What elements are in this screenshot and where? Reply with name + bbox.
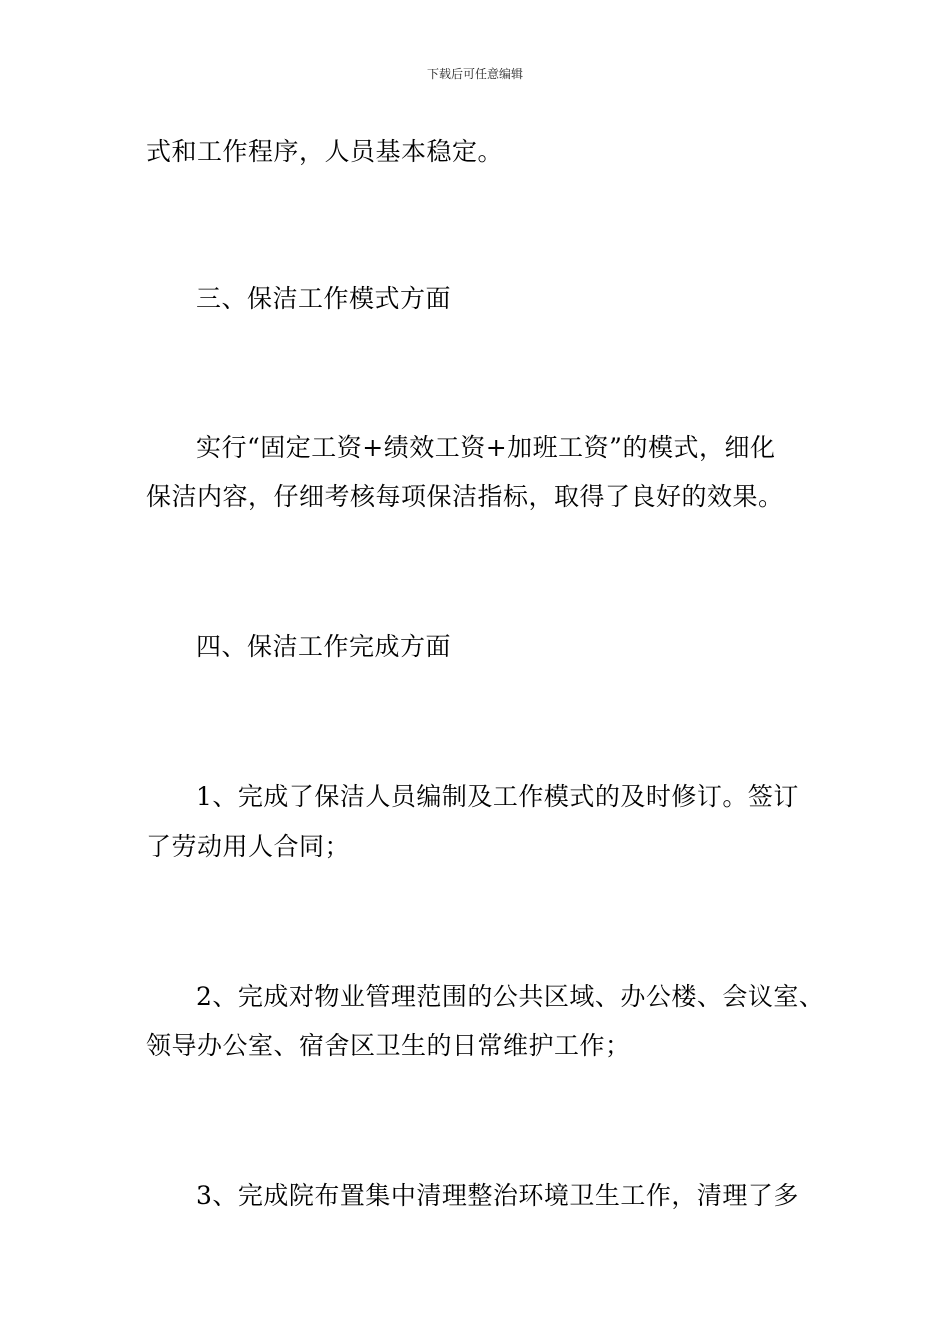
list-item-3-line-1: 3、完成院布置集中清理整治环境卫生工作，清理了多 bbox=[196, 1181, 799, 1210]
list-item-1-line-2: 了劳动用人合同； bbox=[146, 832, 351, 861]
page-header: 下载后可任意编辑 bbox=[426, 67, 523, 81]
list-item-2-line-2: 领导办公室、宿舍区卫生的日常维护工作； bbox=[146, 1031, 631, 1060]
body-line-4: 保洁内容，仔细考核每项保洁指标，取得了良好的效果。 bbox=[146, 482, 784, 511]
section-heading-3: 三、保洁工作模式方面 bbox=[196, 284, 452, 313]
list-item-1-line-1: 1、完成了保洁人员编制及工作模式的及时修订。签订 bbox=[196, 782, 799, 811]
body-line-3: 实行“固定工资+绩效工资+加班工资”的模式，细化 bbox=[196, 433, 776, 462]
section-heading-4: 四、保洁工作完成方面 bbox=[196, 632, 452, 661]
body-line-1: 式和工作程序，人员基本稳定。 bbox=[146, 137, 504, 166]
list-item-2-line-1: 2、完成对物业管理范围的公共区域、办公楼、会议室、 bbox=[196, 982, 825, 1011]
